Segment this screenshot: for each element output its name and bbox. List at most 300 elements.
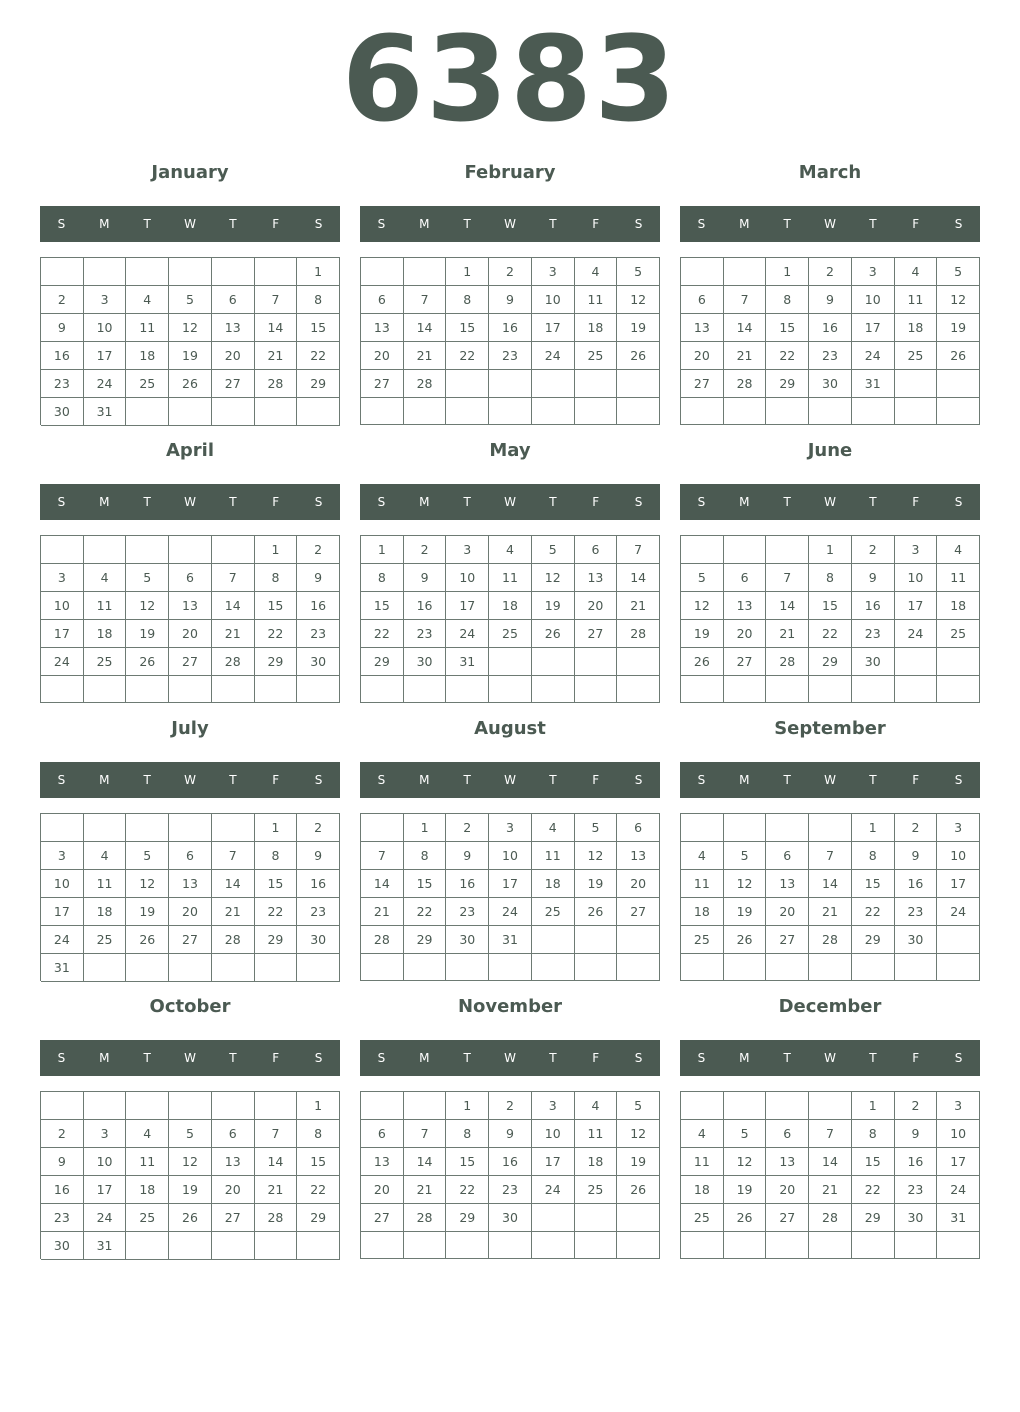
day-cell: 1 [809,536,852,564]
day-cell: 20 [169,898,212,926]
empty-day-cell [532,676,575,703]
day-cell: 21 [617,592,660,620]
day-cell: 12 [724,1148,767,1176]
day-cell: 4 [489,536,532,564]
empty-day-cell [617,926,660,954]
day-cell: 30 [446,926,489,954]
empty-day-cell [169,954,212,982]
weekday-label: T [143,1051,151,1065]
day-cell: 14 [766,592,809,620]
day-cell: 3 [84,286,127,314]
day-cell: 1 [404,814,447,842]
day-cell: 27 [575,620,618,648]
day-cell: 21 [361,898,404,926]
day-cell: 13 [724,592,767,620]
day-cell: 16 [809,314,852,342]
day-cell: 13 [212,1148,255,1176]
day-cell: 7 [255,286,298,314]
day-cell: 5 [126,842,169,870]
day-cell: 8 [852,1120,895,1148]
day-cell: 16 [297,870,340,898]
day-cell: 15 [852,1148,895,1176]
day-cell: 4 [895,258,938,286]
day-cell: 14 [255,1148,298,1176]
day-cell: 11 [937,564,980,592]
weekday-label: F [592,495,600,509]
weekday-label: W [184,1051,196,1065]
empty-day-cell [169,536,212,564]
day-cell: 3 [532,1092,575,1120]
weekday-label: F [912,1051,920,1065]
weekday-label: W [824,495,836,509]
weekday-label: T [549,773,557,787]
empty-day-cell [212,1232,255,1260]
weekday-header [680,484,980,520]
empty-day-cell [895,648,938,676]
day-cell: 29 [361,648,404,676]
day-cell: 4 [681,842,724,870]
day-cell: 8 [404,842,447,870]
day-cell: 10 [84,314,127,342]
weekday-label: T [869,495,877,509]
empty-day-cell [446,954,489,981]
day-cell: 8 [446,286,489,314]
day-cell: 30 [895,1204,938,1232]
day-cell: 22 [361,620,404,648]
empty-day-cell [446,676,489,703]
day-cell: 12 [126,592,169,620]
day-cell: 18 [575,1148,618,1176]
day-cell: 7 [404,286,447,314]
day-cell: 7 [212,564,255,592]
empty-day-cell [937,398,980,425]
weekday-label: S [634,495,643,509]
month-name: February [464,162,556,183]
day-cell: 5 [937,258,980,286]
day-grid [360,813,660,981]
day-cell: 9 [809,286,852,314]
weekday-label: F [912,217,920,231]
day-cell: 28 [404,1204,447,1232]
empty-day-cell [126,676,169,703]
day-cell: 31 [446,648,489,676]
day-cell: 10 [532,1120,575,1148]
day-cell: 30 [41,1232,84,1260]
day-cell: 17 [446,592,489,620]
day-cell: 12 [126,870,169,898]
day-cell: 27 [617,898,660,926]
empty-day-cell [575,398,618,425]
day-cell: 26 [724,1204,767,1232]
empty-day-cell [724,1092,767,1120]
day-cell: 16 [41,342,84,370]
empty-day-cell [724,676,767,703]
day-cell: 30 [852,648,895,676]
empty-day-cell [489,370,532,398]
weekday-header [40,1040,340,1076]
day-cell: 4 [126,1120,169,1148]
day-cell: 25 [126,370,169,398]
empty-day-cell [937,954,980,981]
day-cell: 14 [361,870,404,898]
empty-day-cell [84,1092,127,1120]
day-cell: 13 [361,1148,404,1176]
weekday-label: M [99,773,110,787]
day-cell: 9 [446,842,489,870]
empty-day-cell [681,954,724,981]
empty-day-cell [724,1232,767,1259]
day-cell: 23 [489,1176,532,1204]
day-cell: 12 [681,592,724,620]
empty-day-cell [169,398,212,426]
day-cell: 4 [937,536,980,564]
day-cell: 22 [297,1176,340,1204]
day-cell: 4 [84,564,127,592]
weekday-label: S [314,495,323,509]
day-cell: 29 [852,926,895,954]
empty-day-cell [126,954,169,982]
day-cell: 2 [297,814,340,842]
day-cell: 12 [169,314,212,342]
empty-day-cell [895,370,938,398]
day-grid [40,257,340,425]
empty-day-cell [126,814,169,842]
empty-day-cell [169,1092,212,1120]
weekday-label: T [463,773,471,787]
weekday-label: F [912,773,920,787]
day-cell: 14 [404,314,447,342]
weekday-label: M [419,495,430,509]
empty-day-cell [766,814,809,842]
day-cell: 21 [809,1176,852,1204]
day-cell: 11 [84,870,127,898]
weekday-label: W [824,773,836,787]
year-title: 6383 [341,10,679,148]
day-cell: 27 [766,926,809,954]
day-cell: 28 [404,370,447,398]
day-cell: 5 [724,842,767,870]
empty-day-cell [532,1204,575,1232]
day-cell: 8 [852,842,895,870]
day-cell: 24 [41,648,84,676]
day-cell: 12 [617,286,660,314]
day-cell: 30 [489,1204,532,1232]
empty-day-cell [404,1232,447,1259]
empty-day-cell [937,926,980,954]
day-cell: 27 [361,1204,404,1232]
day-cell: 9 [489,1120,532,1148]
day-cell: 20 [361,1176,404,1204]
day-cell: 29 [255,926,298,954]
empty-day-cell [169,676,212,703]
day-cell: 21 [212,620,255,648]
day-cell: 1 [297,1092,340,1120]
day-cell: 2 [297,536,340,564]
empty-day-cell [532,648,575,676]
weekday-label: T [463,217,471,231]
day-cell: 28 [809,1204,852,1232]
empty-day-cell [532,1232,575,1259]
day-cell: 2 [41,1120,84,1148]
day-cell: 21 [724,342,767,370]
empty-day-cell [852,1232,895,1259]
day-cell: 20 [617,870,660,898]
day-cell: 4 [126,286,169,314]
day-cell: 20 [766,1176,809,1204]
day-cell: 28 [766,648,809,676]
empty-day-cell [212,676,255,703]
day-cell: 15 [446,1148,489,1176]
weekday-label: S [954,1051,963,1065]
empty-day-cell [724,398,767,425]
day-cell: 9 [297,564,340,592]
day-cell: 2 [895,814,938,842]
day-cell: 1 [852,1092,895,1120]
day-cell: 9 [404,564,447,592]
empty-day-cell [361,1092,404,1120]
day-cell: 27 [169,648,212,676]
day-cell: 7 [404,1120,447,1148]
weekday-label: S [377,495,386,509]
day-cell: 23 [852,620,895,648]
weekday-label: S [697,1051,706,1065]
empty-day-cell [297,676,340,703]
day-cell: 9 [41,314,84,342]
empty-day-cell [937,1232,980,1259]
day-cell: 16 [446,870,489,898]
empty-day-cell [446,370,489,398]
day-cell: 7 [766,564,809,592]
empty-day-cell [681,536,724,564]
weekday-label: T [143,773,151,787]
day-cell: 22 [404,898,447,926]
day-cell: 31 [489,926,532,954]
day-cell: 13 [617,842,660,870]
day-cell: 13 [681,314,724,342]
day-cell: 2 [895,1092,938,1120]
day-cell: 26 [169,370,212,398]
day-cell: 16 [404,592,447,620]
day-cell: 31 [84,398,127,426]
day-cell: 3 [852,258,895,286]
day-cell: 18 [532,870,575,898]
weekday-header [40,484,340,520]
day-cell: 5 [724,1120,767,1148]
weekday-label: T [783,217,791,231]
day-cell: 24 [41,926,84,954]
day-cell: 25 [937,620,980,648]
empty-day-cell [169,258,212,286]
day-cell: 11 [126,1148,169,1176]
day-cell: 23 [895,898,938,926]
day-cell: 5 [532,536,575,564]
day-cell: 3 [937,1092,980,1120]
empty-day-cell [255,954,298,982]
weekday-label: S [634,217,643,231]
day-cell: 21 [404,342,447,370]
empty-day-cell [361,814,404,842]
month-name: July [171,718,209,739]
day-cell: 26 [169,1204,212,1232]
day-cell: 6 [575,536,618,564]
day-cell: 9 [852,564,895,592]
day-cell: 25 [489,620,532,648]
day-cell: 2 [404,536,447,564]
empty-day-cell [446,398,489,425]
day-cell: 26 [724,926,767,954]
day-cell: 28 [255,1204,298,1232]
day-cell: 22 [446,342,489,370]
day-cell: 5 [681,564,724,592]
weekday-header [40,206,340,242]
day-cell: 19 [532,592,575,620]
empty-day-cell [212,398,255,426]
day-cell: 15 [809,592,852,620]
day-cell: 7 [809,1120,852,1148]
weekday-label: S [377,217,386,231]
day-cell: 17 [852,314,895,342]
empty-day-cell [724,258,767,286]
day-cell: 27 [212,370,255,398]
empty-day-cell [617,676,660,703]
day-cell: 8 [255,564,298,592]
weekday-label: F [272,217,280,231]
day-cell: 25 [575,1176,618,1204]
day-cell: 3 [84,1120,127,1148]
empty-day-cell [809,1092,852,1120]
weekday-label: S [377,773,386,787]
day-cell: 12 [532,564,575,592]
day-cell: 31 [852,370,895,398]
weekday-label: F [272,773,280,787]
day-grid [40,813,340,981]
day-cell: 17 [84,1176,127,1204]
empty-day-cell [852,954,895,981]
day-cell: 12 [724,870,767,898]
month-name: March [798,162,862,183]
day-cell: 28 [617,620,660,648]
day-cell: 26 [681,648,724,676]
empty-day-cell [681,1232,724,1259]
day-cell: 8 [446,1120,489,1148]
weekday-label: F [272,1051,280,1065]
day-cell: 5 [617,1092,660,1120]
weekday-label: W [504,217,516,231]
day-cell: 14 [617,564,660,592]
day-cell: 31 [41,954,84,982]
day-cell: 5 [169,1120,212,1148]
empty-day-cell [575,1204,618,1232]
day-cell: 12 [617,1120,660,1148]
day-cell: 13 [575,564,618,592]
day-grid [40,535,340,703]
weekday-label: F [272,495,280,509]
day-cell: 2 [489,1092,532,1120]
weekday-label: T [549,495,557,509]
day-cell: 14 [724,314,767,342]
day-cell: 3 [937,814,980,842]
day-cell: 12 [575,842,618,870]
weekday-label: S [314,1051,323,1065]
weekday-label: S [954,773,963,787]
day-cell: 15 [766,314,809,342]
weekday-label: W [824,1051,836,1065]
weekday-label: S [314,217,323,231]
day-cell: 7 [724,286,767,314]
day-cell: 18 [895,314,938,342]
day-cell: 3 [489,814,532,842]
weekday-label: M [419,773,430,787]
weekday-label: T [143,217,151,231]
day-cell: 16 [895,1148,938,1176]
empty-day-cell [532,398,575,425]
day-cell: 16 [297,592,340,620]
day-cell: 9 [895,842,938,870]
day-cell: 8 [809,564,852,592]
day-cell: 30 [809,370,852,398]
empty-day-cell [255,1232,298,1260]
day-cell: 22 [809,620,852,648]
weekday-label: W [504,495,516,509]
weekday-label: S [634,1051,643,1065]
day-cell: 9 [297,842,340,870]
empty-day-cell [617,370,660,398]
weekday-label: S [697,773,706,787]
day-cell: 13 [766,1148,809,1176]
empty-day-cell [617,648,660,676]
empty-day-cell [404,954,447,981]
day-cell: 21 [766,620,809,648]
day-cell: 29 [255,648,298,676]
weekday-label: S [57,1051,66,1065]
month-name: April [165,440,215,461]
day-cell: 26 [532,620,575,648]
day-cell: 4 [575,258,618,286]
empty-day-cell [84,954,127,982]
weekday-header [680,762,980,798]
day-cell: 12 [937,286,980,314]
weekday-label: T [549,1051,557,1065]
weekday-label: T [783,495,791,509]
day-cell: 18 [575,314,618,342]
empty-day-cell [617,1204,660,1232]
day-cell: 14 [404,1148,447,1176]
empty-day-cell [297,954,340,982]
day-cell: 16 [489,1148,532,1176]
empty-day-cell [446,1232,489,1259]
day-cell: 17 [84,342,127,370]
weekday-label: S [634,773,643,787]
day-cell: 29 [809,648,852,676]
day-cell: 9 [489,286,532,314]
day-cell: 1 [446,258,489,286]
day-cell: 22 [255,898,298,926]
day-cell: 13 [766,870,809,898]
empty-day-cell [532,370,575,398]
weekday-label: S [697,495,706,509]
empty-day-cell [41,536,84,564]
day-grid [680,535,980,703]
weekday-label: S [57,773,66,787]
day-cell: 5 [169,286,212,314]
day-grid [360,257,660,425]
day-cell: 8 [766,286,809,314]
weekday-header [360,206,660,242]
day-cell: 24 [489,898,532,926]
day-cell: 25 [84,648,127,676]
day-cell: 15 [255,592,298,620]
day-cell: 19 [937,314,980,342]
